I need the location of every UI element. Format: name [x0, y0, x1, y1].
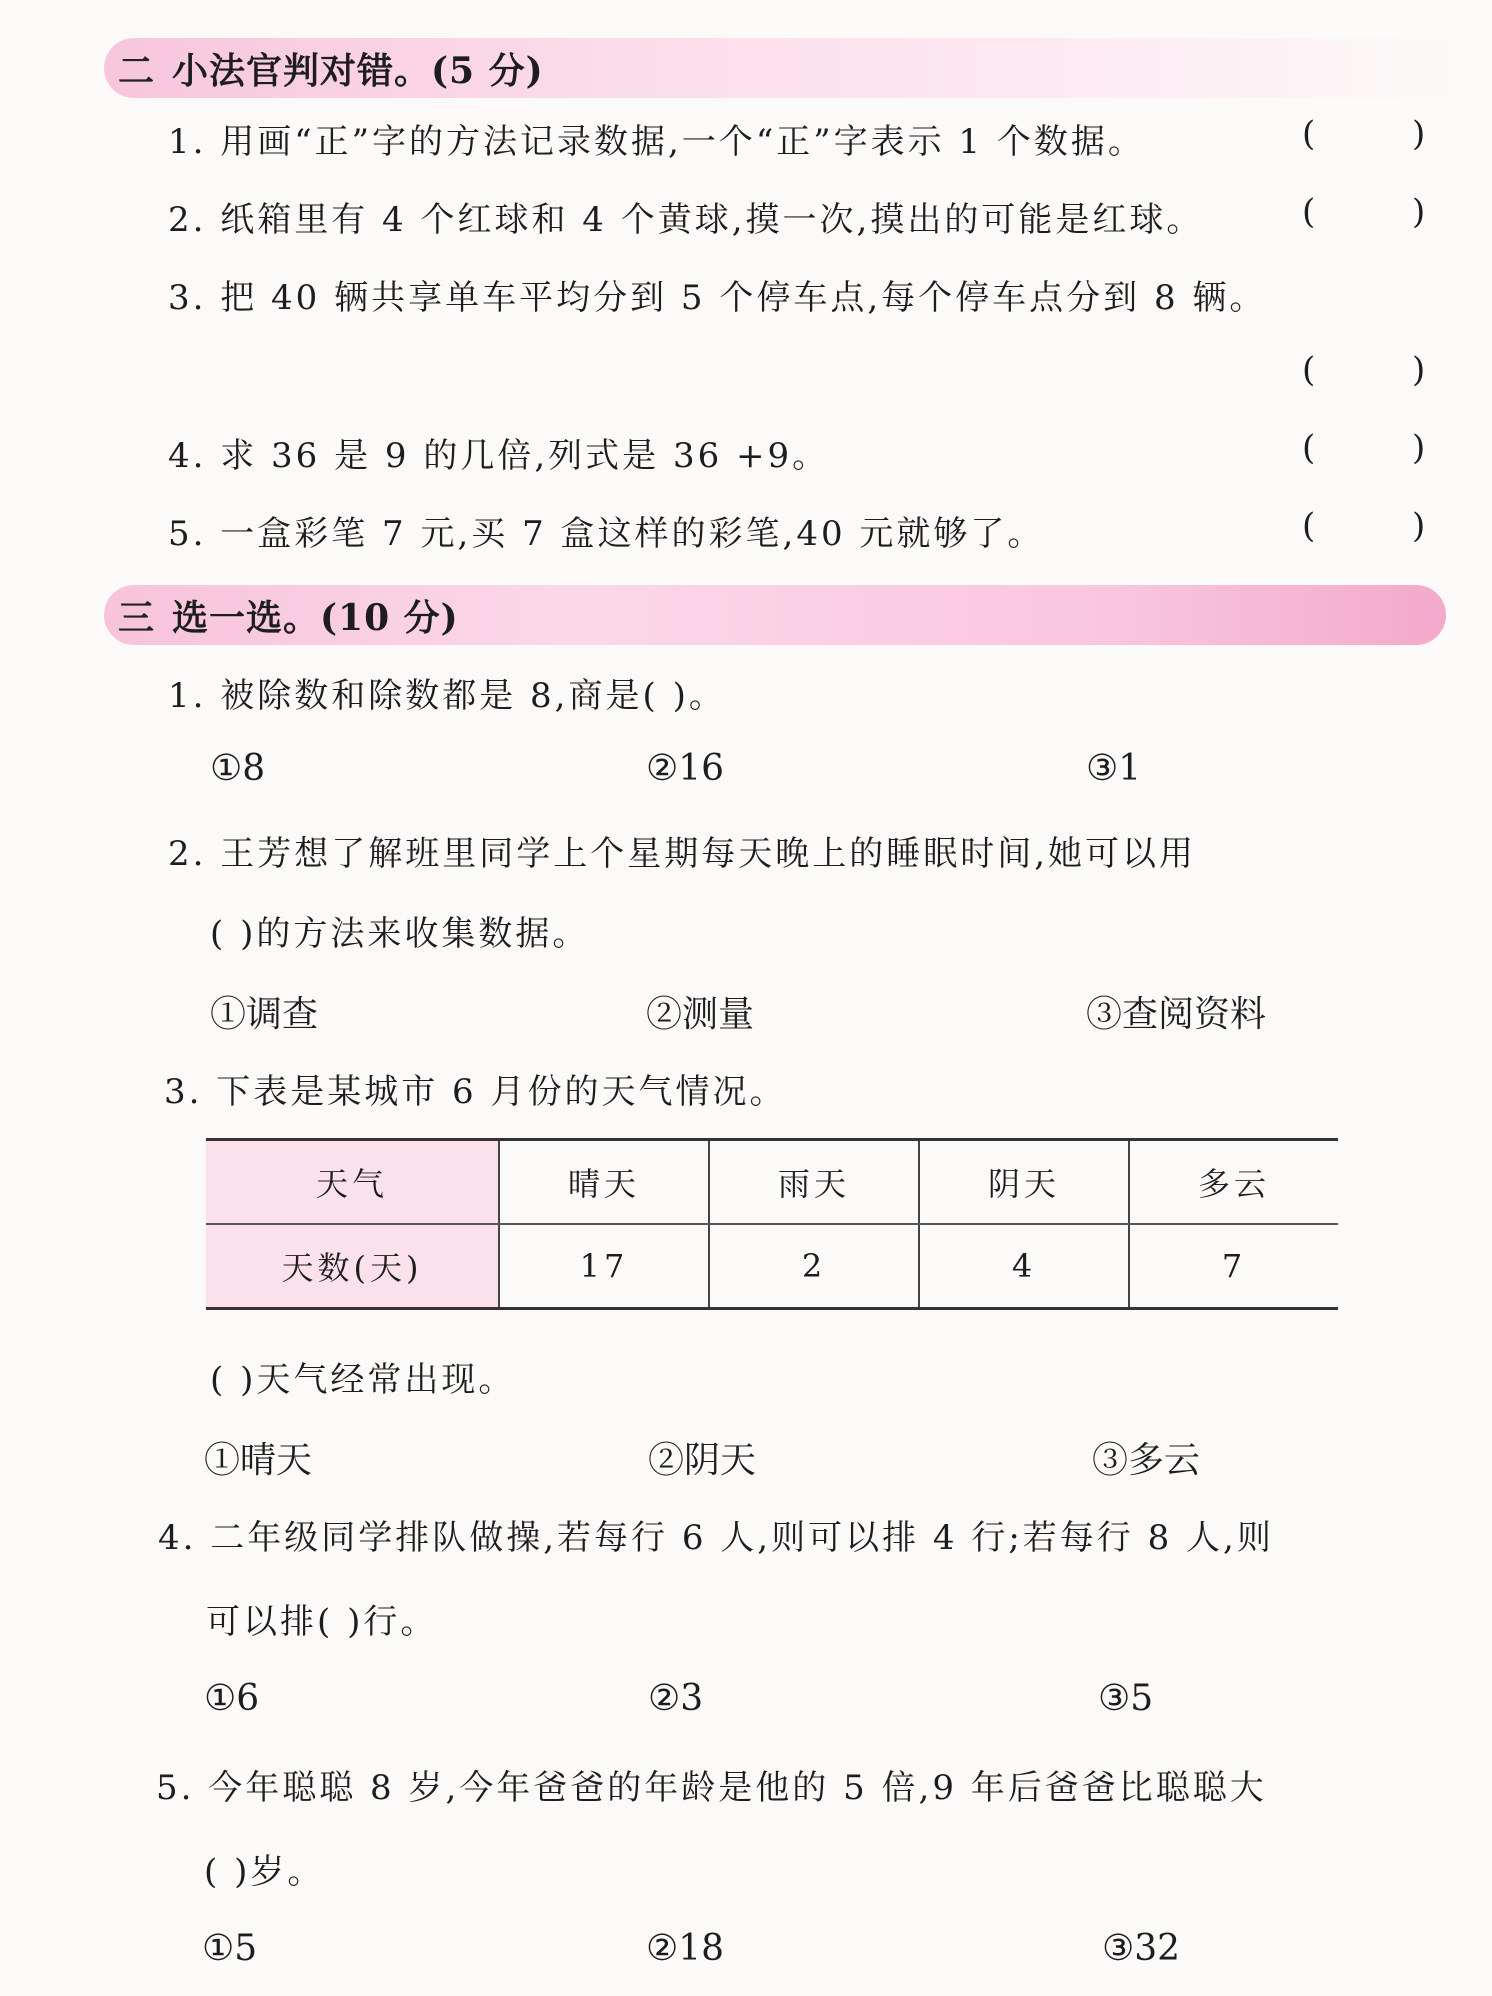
table-row	[206, 1224, 1338, 1309]
judge-item-4: 4. 求 36 是 9 的几倍,列式是 36 +9。	[168, 436, 830, 476]
section-title: 小法官判对错。(5 分)	[172, 49, 544, 92]
judge-item-5: 5. 一盒彩笔 7 元,买 7 盒这样的彩笔,40 元就够了。	[168, 514, 1045, 554]
section-choose-header	[104, 585, 1446, 645]
choice-question-4: 4. 二年级同学排队做操,若每行 6 人,则可以排 4 行;若每行 8 人,则	[158, 1518, 1274, 1558]
table-header-cell: 天气	[206, 1140, 499, 1225]
judge-item-1: 1. 用画“正”字的方法记录数据,一个“正”字表示 1 个数据。	[168, 122, 1145, 162]
option-3[interactable]: ③1	[1086, 748, 1142, 789]
section-number: 二	[117, 49, 154, 92]
table-cell: 晴天	[499, 1140, 709, 1225]
option-1[interactable]: ①晴天	[204, 1440, 313, 1481]
judge-item-3: 3. 把 40 辆共享单车平均分到 5 个停车点,每个停车点分到 8 辆。	[168, 278, 1267, 318]
option-3[interactable]: ③查阅资料	[1086, 994, 1267, 1035]
table-header-cell: 天数(天)	[206, 1224, 499, 1309]
choice-question-2-cont: ( )的方法来收集数据。	[210, 914, 590, 954]
option-2[interactable]: ②18	[646, 1928, 725, 1969]
option-3[interactable]: ③5	[1098, 1678, 1154, 1719]
section-number: 三	[117, 596, 154, 639]
table-cell: 2	[709, 1224, 919, 1309]
option-1[interactable]: ①调查	[210, 994, 319, 1035]
option-3[interactable]: ③多云	[1092, 1440, 1201, 1481]
table-cell: 多云	[1129, 1140, 1338, 1225]
choice-question-4-cont: 可以排( )行。	[206, 1602, 438, 1642]
table-cell: 阴天	[919, 1140, 1129, 1225]
choice-question-5: 5. 今年聪聪 8 岁,今年爸爸的年龄是他的 5 倍,9 年后爸爸比聪聪大	[156, 1768, 1267, 1808]
option-2[interactable]: ②16	[646, 748, 725, 789]
option-1[interactable]: ①5	[202, 1928, 258, 1969]
option-1[interactable]: ①8	[210, 748, 266, 789]
choice-question-5-cont: ( )岁。	[204, 1852, 325, 1892]
option-2[interactable]: ②3	[648, 1678, 704, 1719]
table-cell: 17	[499, 1224, 709, 1309]
table-cell: 雨天	[709, 1140, 919, 1225]
choice-question-2: 2. 王芳想了解班里同学上个星期每天晚上的睡眠时间,她可以用	[168, 834, 1197, 874]
option-2[interactable]: ②测量	[646, 994, 755, 1035]
option-1[interactable]: ①6	[204, 1678, 260, 1719]
section-title: 选一选。(10 分)	[172, 596, 459, 639]
judge-item-2: 2. 纸箱里有 4 个红球和 4 个黄球,摸一次,摸出的可能是红球。	[168, 200, 1204, 240]
section-judge-header	[104, 38, 1464, 98]
choice-question-3-cont: ( )天气经常出现。	[210, 1360, 516, 1400]
option-3[interactable]: ③32	[1102, 1928, 1181, 1969]
weather-table	[206, 1138, 1338, 1310]
option-2[interactable]: ②阴天	[648, 1440, 757, 1481]
choice-question-3: 3. 下表是某城市 6 月份的天气情况。	[164, 1072, 787, 1112]
table-cell: 7	[1129, 1224, 1338, 1309]
table-cell: 4	[919, 1224, 1129, 1309]
table-row	[206, 1140, 1338, 1225]
choice-question-1: 1. 被除数和除数都是 8,商是( )。	[168, 676, 726, 716]
